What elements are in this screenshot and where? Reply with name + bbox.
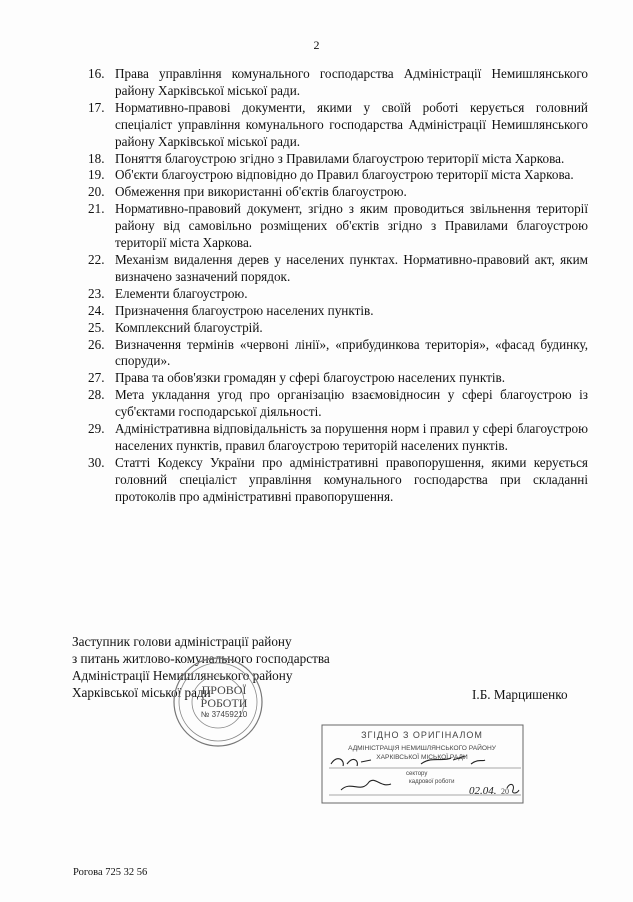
question-text: Об'єкти благоустрою відповідно до Правил благоустрою території міста Харкова. [115,167,574,183]
question-item [88,151,588,168]
certified-copy-stamp [321,724,524,804]
question-text: Поняття благоустрою згідно з Правилами благоустрою території міста Харкова. [115,150,565,166]
question-number: 27. [88,370,105,386]
signature-line: Адміністрації Немишлянського району [72,667,293,683]
question-number: 19. [88,167,105,183]
question-text: Права та обов'язки громадян у сфері благоустрою населених пунктів. [115,370,506,386]
question-item [88,421,588,455]
question-text: Визначення термінів «червоні лінії», «прибудинкова територія», «фасад будинку, споруди». [115,336,588,369]
question-text: Комплексний благоустрій. [115,319,263,335]
question-number: 21. [88,201,105,217]
stamp-dept-label: кадрової роботи [409,779,455,785]
question-text: Елементи благоустрою. [115,285,248,301]
question-item [88,303,588,320]
question-text: Адміністративна відповідальність за порушення норм і правил у сфері благоустрою населених пунктів, правил благоустрою територій населених пунктів. [115,421,588,453]
question-text: Обмеження при використанні об'єктів благоустрою. [115,184,407,200]
question-text: Механізм видалення дерев у населених пунктах. Нормативно-правовий акт, яким визначено зазначений порядок. [115,251,588,284]
question-item [88,167,588,184]
question-number: 18. [88,150,105,166]
question-item [88,100,588,151]
question-number: 20. [88,184,105,200]
signature-line: Харківської міської ради [72,684,211,700]
question-text: Нормативно-правовий документ, згідно з яким проводиться звільнення території району від самовільно розміщених об'єктів згідно з Правилами благоустрою території міста Харкова. [115,201,588,251]
question-item [88,286,588,303]
author-contact: Рогова 725 32 56 [73,867,148,878]
stamp-date: 02.04. [469,785,497,797]
question-number: 28. [88,387,105,403]
seal-text: ПРОВОЇ [201,683,247,697]
signature-line: з питань житлово-комунального господарства [72,650,330,666]
question-item [88,184,588,201]
question-text: Статті Кодексу України про адміністративні правопорушення, якими керується головний спеціаліст управління комунального господарства при складанні протоколів про адміністративні правопорушення. [115,454,588,504]
stamp-org: ХАРКІВСЬКОЇ МІСЬКОЇ РАДИ [376,754,468,761]
question-number: 22. [88,251,105,267]
stamp-title: ЗГІДНО З ОРИГІНАЛОМ [361,730,483,740]
question-number: 23. [88,285,105,301]
stamp-org: АДМІНІСТРАЦІЯ НЕМИШЛЯНСЬКОГО РАЙОНУ [348,745,496,752]
question-item [88,455,588,506]
stamp-sector-label: сектору [406,771,428,777]
question-text: Права управління комунального господарства Адміністрації Немишлянського району Харківської міської ради. [115,66,588,98]
question-item [88,66,588,100]
question-item [88,252,588,286]
question-number: 30. [88,454,105,470]
signature-line: Заступник голови адміністрації району [72,634,292,649]
question-number: 17. [88,99,105,115]
question-text: Нормативно-правові документи, якими у своїй роботі керується головний спеціаліст управління комунального господарства Адміністрації Немишлянського району Харківської міської ради. [115,99,588,149]
question-item [88,387,588,421]
question-text: Мета укладання угод про організацію взаємовідносин у сфері благоустрою із суб'єктами господарської діяльності. [115,387,588,420]
question-item [88,337,588,371]
question-item [88,320,588,337]
question-number: 16. [88,66,105,81]
signer-name: І.Б. Марцишенко [472,687,568,702]
question-item [88,370,588,387]
question-list [88,66,588,506]
question-item [88,201,588,252]
question-number: 29. [88,421,105,437]
question-number: 24. [88,302,105,318]
page-number: 2 [313,38,320,52]
question-number: 25. [88,319,105,335]
stamp-year: 20 [501,787,509,796]
round-seal [172,656,264,748]
question-text: Призначення благоустрою населених пунктів. [115,302,374,318]
question-number: 26. [88,336,105,352]
seal-text: № 37459210 [200,710,248,719]
seal-text: РОБОТИ [200,696,248,710]
